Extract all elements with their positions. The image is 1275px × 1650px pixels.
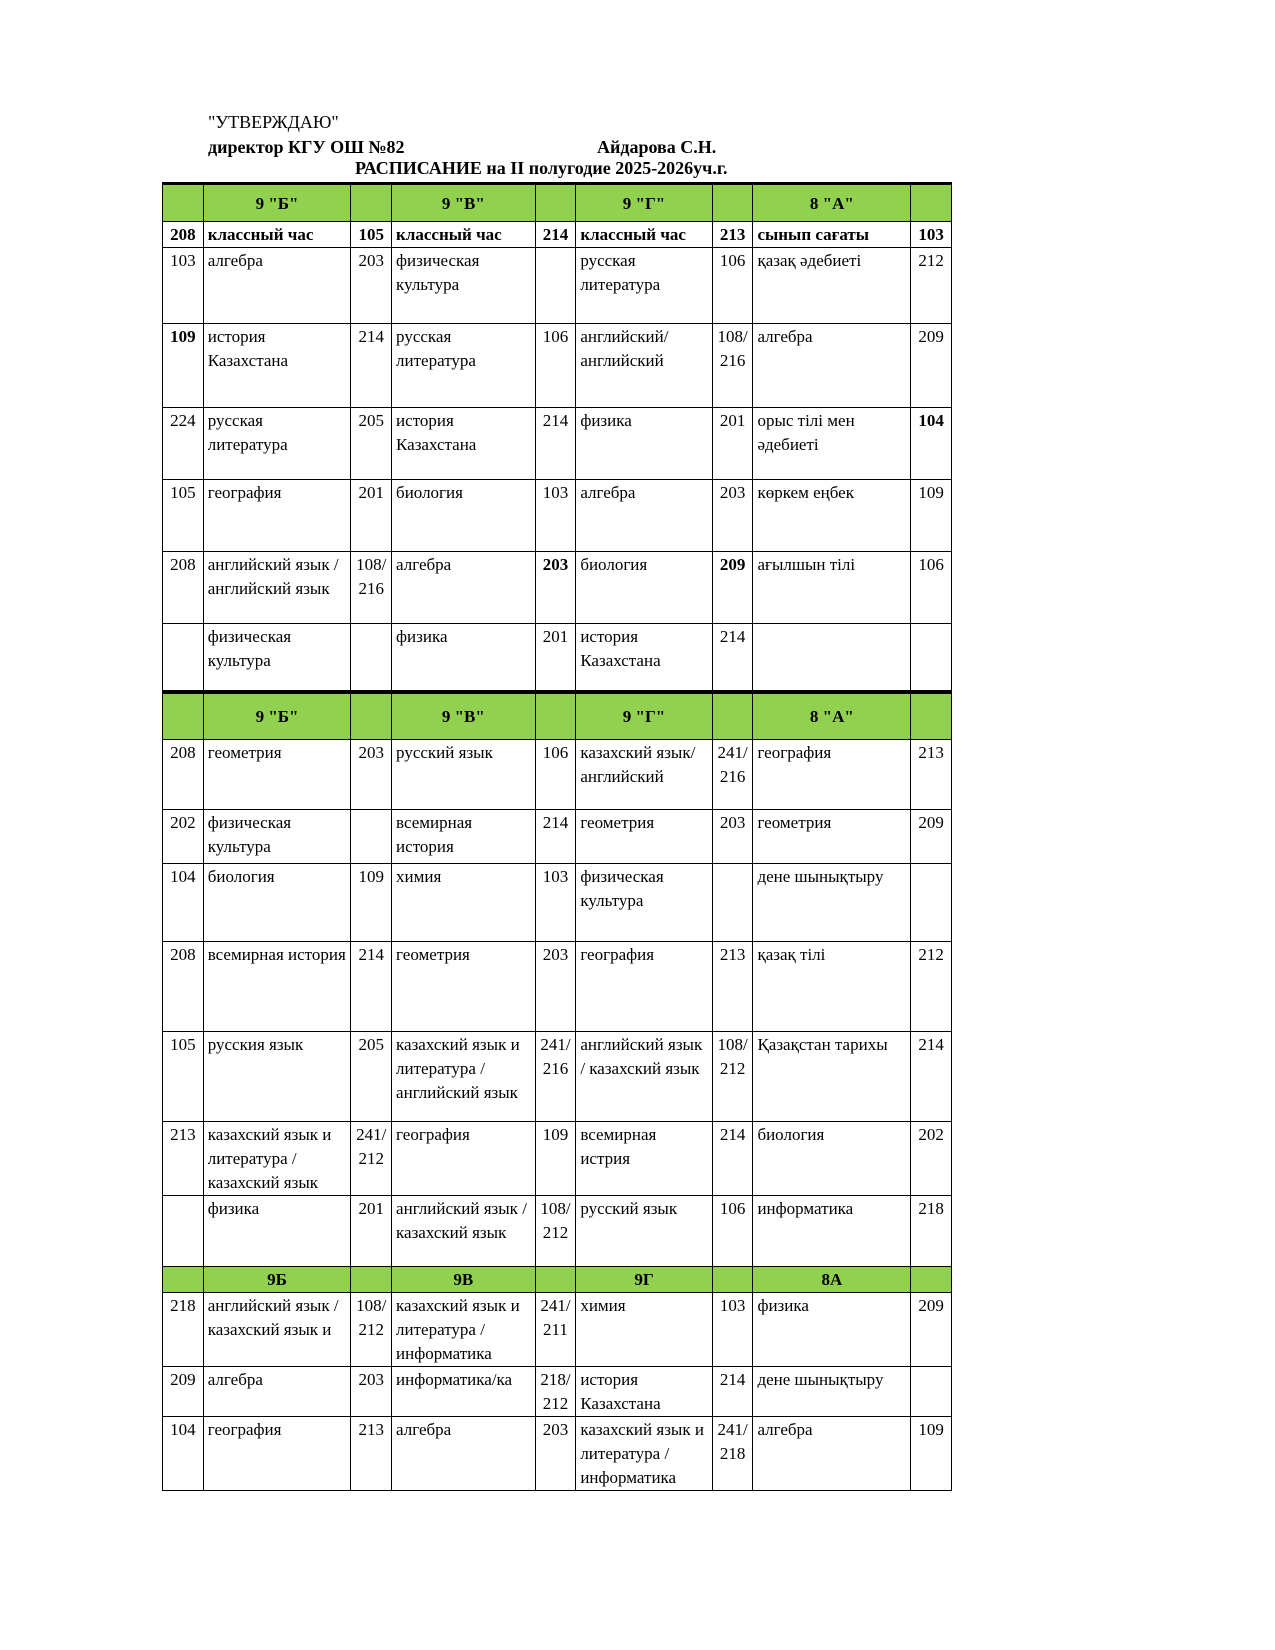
schedule-title: РАСПИСАНИЕ на II полугодие 2025-2026уч.г. xyxy=(355,158,728,178)
room-number: 212 xyxy=(911,248,952,324)
subject-name: всемирная истрия xyxy=(576,1122,712,1196)
room-number: 106 xyxy=(712,1196,753,1276)
subject-name: история Казахстана xyxy=(576,624,712,692)
room-number: 103 xyxy=(911,222,952,248)
subject-name: английский язык / английский язык xyxy=(203,552,351,624)
subject-name: дене шынықтыру xyxy=(753,1367,911,1417)
room-number xyxy=(911,1367,952,1417)
room-number xyxy=(911,624,952,692)
room-number: 205 xyxy=(351,1032,392,1122)
schedule-table-day-2 xyxy=(162,693,952,1277)
subject-name: физика xyxy=(753,1293,911,1367)
room-number: 213 xyxy=(911,740,952,810)
room-number: 109 xyxy=(911,1417,952,1491)
subject-name: русский язык xyxy=(392,740,536,810)
room-number: 212 xyxy=(911,942,952,1032)
room-number: 103 xyxy=(712,1293,753,1367)
subject-name: химия xyxy=(392,864,536,942)
lesson-row xyxy=(163,248,952,324)
lesson-row xyxy=(163,624,952,692)
room-number: 202 xyxy=(163,810,204,864)
lesson-row xyxy=(163,222,952,248)
subject-name: классный час xyxy=(576,222,712,248)
class-name: 9Б xyxy=(203,1267,351,1293)
class-header-row xyxy=(163,184,952,222)
subject-name: английский язык / казахский язык xyxy=(576,1032,712,1122)
room-number: 203 xyxy=(535,552,576,624)
room-number: 103 xyxy=(535,864,576,942)
subject-name: сынып сағаты xyxy=(753,222,911,248)
room-number: 209 xyxy=(163,1367,204,1417)
room-number xyxy=(351,624,392,692)
room-number: 241/ 211 xyxy=(535,1293,576,1367)
room-number: 106 xyxy=(911,552,952,624)
room-header-cell xyxy=(712,694,753,740)
class-name: 9 "Б" xyxy=(203,184,351,222)
room-number: 209 xyxy=(911,324,952,408)
subject-name: информатика xyxy=(753,1196,911,1276)
room-number xyxy=(351,810,392,864)
subject-name: классный час xyxy=(392,222,536,248)
subject-name: русская литература xyxy=(203,408,351,480)
lesson-row xyxy=(163,864,952,942)
room-number: 203 xyxy=(535,1417,576,1491)
subject-name: Қазақстан тарихы xyxy=(753,1032,911,1122)
subject-name: казахский язык и литература / казахский язык xyxy=(203,1122,351,1196)
class-name: 9В xyxy=(392,1267,536,1293)
subject-name: физика xyxy=(392,624,536,692)
room-number: 201 xyxy=(535,624,576,692)
room-number: 208 xyxy=(163,740,204,810)
room-number: 108/ 212 xyxy=(712,1032,753,1122)
room-number: 108/ 216 xyxy=(712,324,753,408)
room-number: 108/ 216 xyxy=(351,552,392,624)
subject-name: алгебра xyxy=(576,480,712,552)
subject-name: биология xyxy=(392,480,536,552)
room-number xyxy=(535,248,576,324)
subject-name: ағылшын тілі xyxy=(753,552,911,624)
room-number: 201 xyxy=(351,1196,392,1276)
room-header-cell xyxy=(351,694,392,740)
subject-name: геометрия xyxy=(576,810,712,864)
lesson-row xyxy=(163,1417,952,1491)
subject-name: алгебра xyxy=(753,1417,911,1491)
room-number xyxy=(163,624,204,692)
room-number: 103 xyxy=(535,480,576,552)
room-number: 218 xyxy=(163,1293,204,1367)
room-number: 203 xyxy=(351,248,392,324)
room-number: 214 xyxy=(535,810,576,864)
lesson-row xyxy=(163,324,952,408)
director-name: Айдарова С.Н. xyxy=(597,137,717,157)
room-header-cell xyxy=(163,694,204,740)
subject-name: всемирная история xyxy=(203,942,351,1032)
room-number: 209 xyxy=(712,552,753,624)
class-header-row xyxy=(163,694,952,740)
room-number: 214 xyxy=(351,942,392,1032)
room-number: 214 xyxy=(535,408,576,480)
subject-name: история Казахстана xyxy=(576,1367,712,1417)
room-number: 106 xyxy=(712,248,753,324)
lesson-row xyxy=(163,1293,952,1367)
room-number: 213 xyxy=(163,1122,204,1196)
subject-name: физическая культура xyxy=(392,248,536,324)
subject-name: казахский язык и литература /информатика xyxy=(392,1293,536,1367)
room-header-cell xyxy=(163,184,204,222)
room-number: 108/ 212 xyxy=(535,1196,576,1276)
room-header-cell xyxy=(911,1267,952,1293)
subject-name: казахский язык и литература / английский язык xyxy=(392,1032,536,1122)
subject-name: алгебра xyxy=(203,248,351,324)
subject-name: биология xyxy=(753,1122,911,1196)
room-header-cell xyxy=(163,1267,204,1293)
room-number: 213 xyxy=(712,942,753,1032)
room-number: 214 xyxy=(351,324,392,408)
subject-name: казахский язык и литература /информатика xyxy=(576,1417,712,1491)
room-number: 203 xyxy=(712,810,753,864)
class-name: 9 "В" xyxy=(392,694,536,740)
room-number: 105 xyxy=(163,1032,204,1122)
room-number: 104 xyxy=(911,408,952,480)
class-name: 8 "А" xyxy=(753,184,911,222)
approval-stamp-text: "УТВЕРЖДАЮ" xyxy=(208,112,339,132)
room-number: 213 xyxy=(351,1417,392,1491)
subject-name: алгебра xyxy=(753,324,911,408)
class-header-row xyxy=(163,1267,952,1293)
room-number: 214 xyxy=(535,222,576,248)
lesson-row xyxy=(163,1122,952,1196)
subject-name: география xyxy=(753,740,911,810)
room-number: 203 xyxy=(351,1367,392,1417)
room-number: 208 xyxy=(163,222,204,248)
room-number: 201 xyxy=(712,408,753,480)
lesson-row xyxy=(163,1196,952,1276)
subject-name: русская литература xyxy=(392,324,536,408)
room-number: 105 xyxy=(163,480,204,552)
class-name: 9 "Г" xyxy=(576,694,712,740)
room-number: 104 xyxy=(163,1417,204,1491)
subject-name: химия xyxy=(576,1293,712,1367)
subject-name: дене шынықтыру xyxy=(753,864,911,942)
room-number: 218 xyxy=(911,1196,952,1276)
room-number: 214 xyxy=(712,1367,753,1417)
lesson-row xyxy=(163,740,952,810)
room-number: 218/ 212 xyxy=(535,1367,576,1417)
subject-name: география xyxy=(576,942,712,1032)
subject-name: английский язык / казахский язык и xyxy=(203,1293,351,1367)
room-number: 213 xyxy=(712,222,753,248)
director-title: директор КГУ ОШ №82 xyxy=(208,137,405,157)
subject-name: алгебра xyxy=(203,1367,351,1417)
room-number: 214 xyxy=(911,1032,952,1122)
subject-name: биология xyxy=(203,864,351,942)
room-number: 209 xyxy=(911,1293,952,1367)
room-header-cell xyxy=(351,184,392,222)
room-number: 208 xyxy=(163,552,204,624)
subject-name: қазақ әдебиеті xyxy=(753,248,911,324)
subject-name: геометрия xyxy=(392,942,536,1032)
subject-name: информатика/ка xyxy=(392,1367,536,1417)
subject-name xyxy=(753,624,911,692)
class-name: 9Г xyxy=(576,1267,712,1293)
subject-name: физическая культура xyxy=(203,624,351,692)
lesson-row xyxy=(163,942,952,1032)
schedule-table-day-3 xyxy=(162,1266,952,1491)
room-number: 241/ 218 xyxy=(712,1417,753,1491)
subject-name: физическая культура xyxy=(203,810,351,864)
lesson-row xyxy=(163,480,952,552)
room-number: 109 xyxy=(911,480,952,552)
room-number: 241/ 212 xyxy=(351,1122,392,1196)
room-number: 209 xyxy=(911,810,952,864)
room-number: 201 xyxy=(351,480,392,552)
subject-name: алгебра xyxy=(392,1417,536,1491)
room-number: 205 xyxy=(351,408,392,480)
subject-name: всемирная история xyxy=(392,810,536,864)
class-name: 8 "А" xyxy=(753,694,911,740)
subject-name: физика xyxy=(576,408,712,480)
subject-name: көркем еңбек xyxy=(753,480,911,552)
room-header-cell xyxy=(712,184,753,222)
class-name: 9 "Б" xyxy=(203,694,351,740)
subject-name: казахский язык/ английский xyxy=(576,740,712,810)
room-number: 214 xyxy=(712,1122,753,1196)
room-header-cell xyxy=(911,694,952,740)
room-number: 109 xyxy=(535,1122,576,1196)
room-number: 208 xyxy=(163,942,204,1032)
subject-name: история Казахстана xyxy=(203,324,351,408)
room-number: 106 xyxy=(535,324,576,408)
room-number xyxy=(911,864,952,942)
room-header-cell xyxy=(351,1267,392,1293)
subject-name: русския язык xyxy=(203,1032,351,1122)
subject-name: геометрия xyxy=(203,740,351,810)
subject-name: физическая культура xyxy=(576,864,712,942)
subject-name: география xyxy=(203,1417,351,1491)
room-number xyxy=(712,864,753,942)
class-name: 9 "В" xyxy=(392,184,536,222)
class-name: 9 "Г" xyxy=(576,184,712,222)
room-number: 103 xyxy=(163,248,204,324)
subject-name: қазақ тілі xyxy=(753,942,911,1032)
room-number xyxy=(163,1196,204,1276)
subject-name: биология xyxy=(576,552,712,624)
room-number: 202 xyxy=(911,1122,952,1196)
room-header-cell xyxy=(911,184,952,222)
lesson-row xyxy=(163,810,952,864)
subject-name: алгебра xyxy=(392,552,536,624)
lesson-row xyxy=(163,408,952,480)
room-header-cell xyxy=(712,1267,753,1293)
subject-name: русский язык xyxy=(576,1196,712,1276)
room-number: 203 xyxy=(535,942,576,1032)
subject-name: орыс тілі мен әдебиеті xyxy=(753,408,911,480)
subject-name: физика xyxy=(203,1196,351,1276)
room-header-cell xyxy=(535,184,576,222)
subject-name: история Казахстана xyxy=(392,408,536,480)
room-number: 214 xyxy=(712,624,753,692)
subject-name: английский язык / казахский язык xyxy=(392,1196,536,1276)
room-number: 203 xyxy=(712,480,753,552)
room-number: 104 xyxy=(163,864,204,942)
lesson-row xyxy=(163,1032,952,1122)
subject-name: геометрия xyxy=(753,810,911,864)
subject-name: классный час xyxy=(203,222,351,248)
subject-name: английский/английский xyxy=(576,324,712,408)
subject-name: русская литература xyxy=(576,248,712,324)
room-number: 203 xyxy=(351,740,392,810)
room-number: 106 xyxy=(535,740,576,810)
room-number: 224 xyxy=(163,408,204,480)
room-number: 109 xyxy=(163,324,204,408)
room-number: 105 xyxy=(351,222,392,248)
room-header-cell xyxy=(535,1267,576,1293)
room-number: 108/ 212 xyxy=(351,1293,392,1367)
schedule-table-day-1 xyxy=(162,182,952,693)
subject-name: география xyxy=(203,480,351,552)
room-number: 241/ 216 xyxy=(712,740,753,810)
lesson-row xyxy=(163,1367,952,1417)
room-number: 109 xyxy=(351,864,392,942)
class-name: 8А xyxy=(753,1267,911,1293)
subject-name: география xyxy=(392,1122,536,1196)
room-header-cell xyxy=(535,694,576,740)
lesson-row xyxy=(163,552,952,624)
room-number: 241/ 216 xyxy=(535,1032,576,1122)
